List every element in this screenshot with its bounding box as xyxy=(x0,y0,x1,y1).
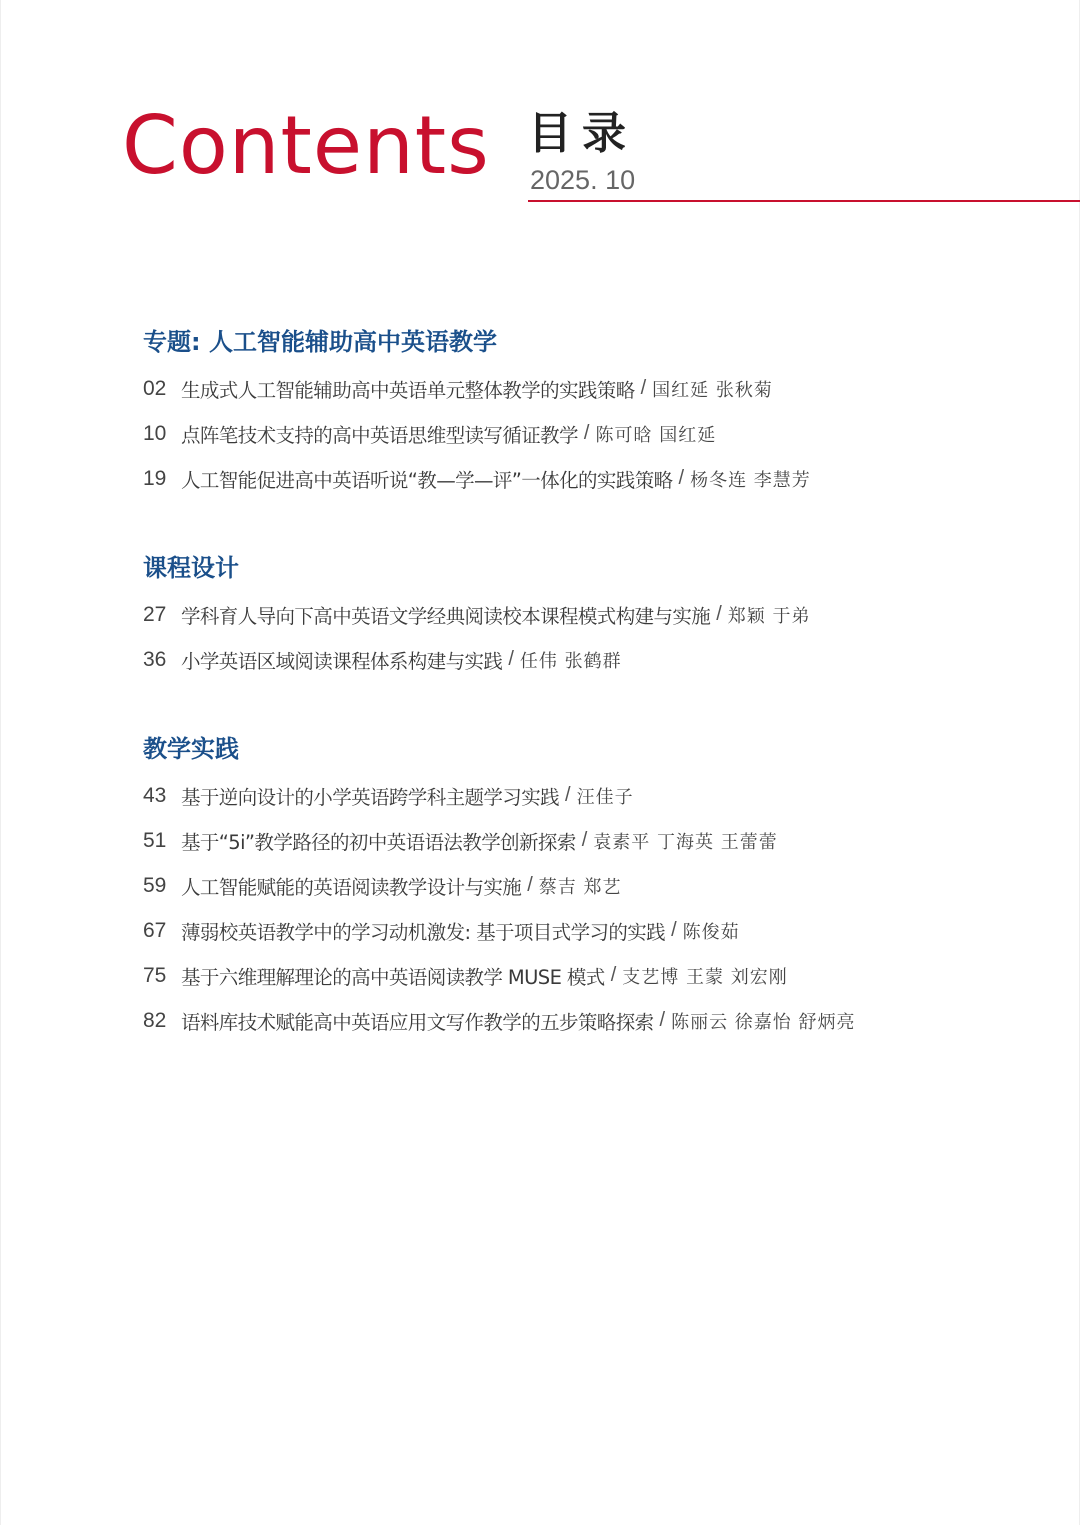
toc-entry[interactable] xyxy=(143,366,1043,411)
section-title: 课程设计 xyxy=(143,554,239,582)
entry-authors: 任伟 张鹤群 xyxy=(519,650,622,672)
toc-section-teaching-practice xyxy=(143,733,1043,1043)
entry-separator: / xyxy=(678,467,685,489)
entry-separator: / xyxy=(671,919,677,941)
entry-authors: 蔡吉 郑艺 xyxy=(538,876,622,898)
entry-separator: / xyxy=(527,874,533,896)
entry-authors: 汪佳子 xyxy=(576,786,634,808)
chinese-title: 目录 xyxy=(528,108,636,159)
entry-authors: 杨冬连 李慧芳 xyxy=(690,469,811,491)
entry-authors: 陈丽云 徐嘉怡 舒炳亮 xyxy=(671,1011,856,1033)
entry-title: 人工智能赋能的英语阅读教学设计与实施 xyxy=(181,875,522,899)
entry-separator: / xyxy=(565,784,571,806)
entry-separator: / xyxy=(659,1009,666,1031)
masthead xyxy=(0,0,1080,210)
entry-title: 语料库技术赋能高中英语应用文写作教学的五步策略探索 xyxy=(181,1010,654,1034)
entry-page-number: 10 xyxy=(143,421,167,445)
entry-title: 基于逆向设计的小学英语跨学科主题学习实践 xyxy=(181,785,560,809)
entry-page-number: 02 xyxy=(143,376,167,400)
entry-page-number: 43 xyxy=(143,783,167,807)
toc-entry[interactable] xyxy=(143,456,1043,501)
entry-page-number: 82 xyxy=(143,1008,167,1032)
entry-authors: 陈可晗 国红延 xyxy=(595,424,717,446)
toc-entry[interactable] xyxy=(143,998,1043,1043)
toc-entry[interactable] xyxy=(143,411,1043,456)
entry-title: 薄弱校英语教学中的学习动机激发: 基于项目式学习的实践 xyxy=(181,920,666,944)
entry-page-number: 59 xyxy=(143,873,167,897)
contents-heading: Contents xyxy=(122,99,490,192)
entry-page-number: 19 xyxy=(143,466,167,490)
entry-page-number: 51 xyxy=(143,828,167,852)
entry-page-number: 67 xyxy=(143,918,167,942)
entry-separator: / xyxy=(640,377,647,399)
toc-entry[interactable] xyxy=(143,953,1043,998)
toc-section-curriculum-design xyxy=(143,552,1043,682)
entry-authors: 郑颖 于弟 xyxy=(727,605,811,627)
entry-separator: / xyxy=(583,422,590,444)
entry-authors: 袁素平 丁海英 王蕾蕾 xyxy=(593,831,778,853)
entry-separator: / xyxy=(610,964,617,986)
toc-entry[interactable] xyxy=(143,908,1043,953)
issue-date: 2025. 10 xyxy=(530,165,636,195)
toc-entry[interactable] xyxy=(143,818,1043,863)
entry-page-number: 36 xyxy=(143,647,167,671)
entry-separator: / xyxy=(581,829,588,851)
entry-authors: 国红延 张秋菊 xyxy=(652,379,773,401)
toc-entry[interactable] xyxy=(143,863,1043,908)
entry-separator: / xyxy=(716,603,722,625)
entry-authors: 支艺博 王蒙 刘宏刚 xyxy=(622,966,788,988)
entry-page-number: 75 xyxy=(143,963,167,987)
entry-authors: 陈俊茹 xyxy=(682,921,740,943)
section-title: 教学实践 xyxy=(143,735,239,763)
entry-separator: / xyxy=(508,648,514,670)
entry-title: 人工智能促进高中英语听说“教—学—评”一体化的实践策略 xyxy=(181,468,673,492)
toc-entry[interactable] xyxy=(143,773,1043,818)
entry-title: 基于“5i”教学路径的初中英语语法教学创新探索 xyxy=(181,830,576,854)
toc-entry[interactable] xyxy=(143,637,1043,682)
toc-entry[interactable] xyxy=(143,592,1043,637)
entry-title: 学科育人导向下高中英语文学经典阅读校本课程模式构建与实施 xyxy=(181,604,711,628)
entry-title: 基于六维理解理论的高中英语阅读教学 MUSE 模式 xyxy=(181,965,605,989)
entry-title: 生成式人工智能辅助高中英语单元整体教学的实践策略 xyxy=(181,378,635,402)
entry-title: 小学英语区域阅读课程体系构建与实践 xyxy=(181,649,503,673)
entry-page-number: 27 xyxy=(143,602,167,626)
entry-title: 点阵笔技术支持的高中英语思维型读写循证教学 xyxy=(181,423,578,447)
toc-section-special-topic xyxy=(143,326,1043,501)
header-divider xyxy=(528,200,1080,202)
section-title: 专题: 人工智能辅助高中英语教学 xyxy=(143,328,497,356)
